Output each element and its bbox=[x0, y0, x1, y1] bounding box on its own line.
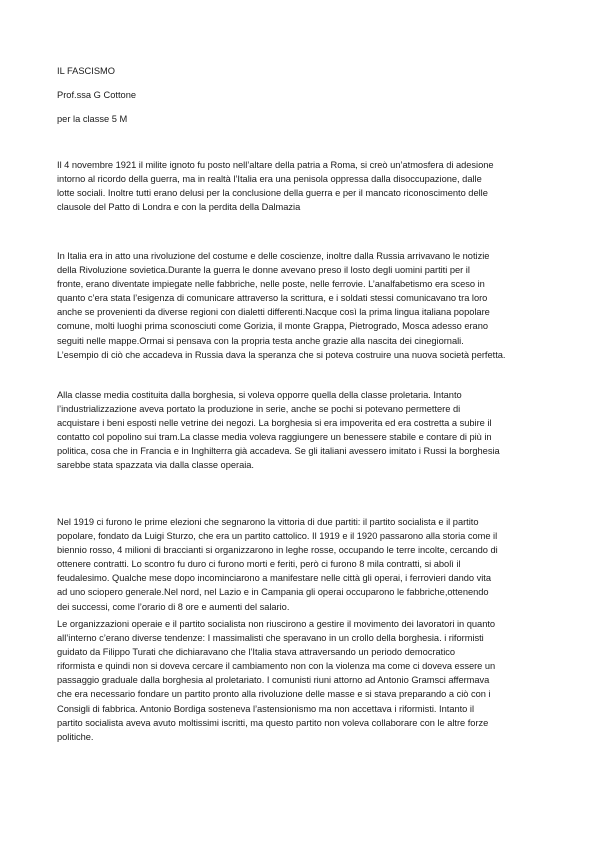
author-line: Prof.ssa G Cottone bbox=[57, 90, 137, 100]
paragraph-rivoluzione-costume: In Italia era in atto una rivoluzione del costume e delle coscienze, inoltre dalla Russia arrivavano le notizie della Rivoluzione sovietica.Durante la guerra le donne avevano preso il losto degli uomini partiti per il fronte, erano diventate impiegate nelle fabbriche, nelle poste, nelle ferrovie. L’analfabetismo era sceso in quanto c’era stata l’esigenza di comunicare attraverso la scrittura, e i soldati stessi comunicavano tra loro anche se provenienti da diverse regioni con dialetti differenti.Nacque così la prima lingua italiana popolare comune, molti luoghi prima sconosciuti come Gorizia, il monte Grappa, Pietrogrado, Mosca adesso erano seguiti nelle mappe.Ormai si pensava con la propria testa anche grazie alla nascita dei cinegiornali. L’esempio di ciò che accadeva in Russia dava la speranza che si poteva costruire una nuova società perfetta. bbox=[57, 251, 506, 360]
paragraph-milite-ignoto: Il 4 novembre 1921 il milite ignoto fu posto nell’altare della patria a Roma, si creò un’atmosfera di adesione intorno al ricordo della guerra, ma in realtà l’Italia era una penisola oppressa dalla disoccupazione, dalle lotte sociali. Inoltre tutti erano delusi per la conclusione della guerra e per il mancato riconoscimento delle clausole del Patto di Londra e con la perdita della Dalmazia bbox=[57, 160, 494, 213]
paragraph-elezioni-1919: Nel 1919 ci furono le prime elezioni che segnarono la vittoria di due partiti: il partito socialista e il partito popolare, fondato da Luigi Sturzo, che era un partito cattolico. Il 1919 e il 1920 passarono alla storia come il biennio rosso, 4 milioni di braccianti si organizzarono in leghe rosse, occupando le terre incolte, cercando di ottenere contratti. Lo scontro fu duro ci furono morti e feriti, però ci furono 8 mila contratti, si abolì il feudalesimo. Qualche mese dopo incominciarono a manifestare nelle città gli operai, i ferrovieri dando vita ad uno sciopero generale.Nel nord, nel Lazio e in Campania gli operai occuparono le fabbriche,ottenendo dei successi, come l’orario di 8 ore e aumenti del salario. bbox=[57, 517, 498, 612]
audience-line: per la classe 5 M bbox=[57, 114, 128, 124]
paragraph-organizzazioni-operaie: Le organizzazioni operaie e il partito socialista non riuscirono a gestire il movimento dei lavoratori in quanto all’interno c’erano diverse tendenze: I massimalisti che speravano in un crollo della borghesia. i riformisti guidato da Filippo Turati che dichiaravano che l’Italia stava attraversando un periodo democratico riformista e quindi non si doveva cercare il cambiamento non con la violenza ma come ci doveva essere un passaggio graduale dalla borghesia al proletariato. I comunisti riuni attorno ad Antonio Gramsci affermava che era necessario fondare un partito pronto alla rivoluzione delle masse e si stava preparando a ciò con i Consigli di fabbrica. Antonio Bordiga sosteneva l’astensionismo ma non accettava i riformisti. Intanto il partito socialista aveva avuto moltissimi iscritti, ma questo partito non voleva collaborare con le altre forze politiche. bbox=[57, 619, 496, 742]
document-page bbox=[57, 66, 547, 742]
document-title: IL FASCISMO bbox=[57, 66, 116, 76]
paragraph-classe-media: Alla classe media costituita dalla borghesia, si voleva opporre quella della classe proletaria. Intanto l’industrializzazione aveva portato la produzione in serie, anche se pochi si potevano permettere di acquistare i beni esposti nelle vetrine dei negozi. La borghesia si era impoverita ed era costretta a subire il contatto col popolino sui tram.La classe media voleva raggiungere un benessere stabile e contare di più in politica, cosa che in Francia e in Inghilterra già accadeva. Se gli italiani avessero imitato i Russi la borghesia sarebbe stata spazzata via dalla classe operaia. bbox=[57, 390, 500, 471]
